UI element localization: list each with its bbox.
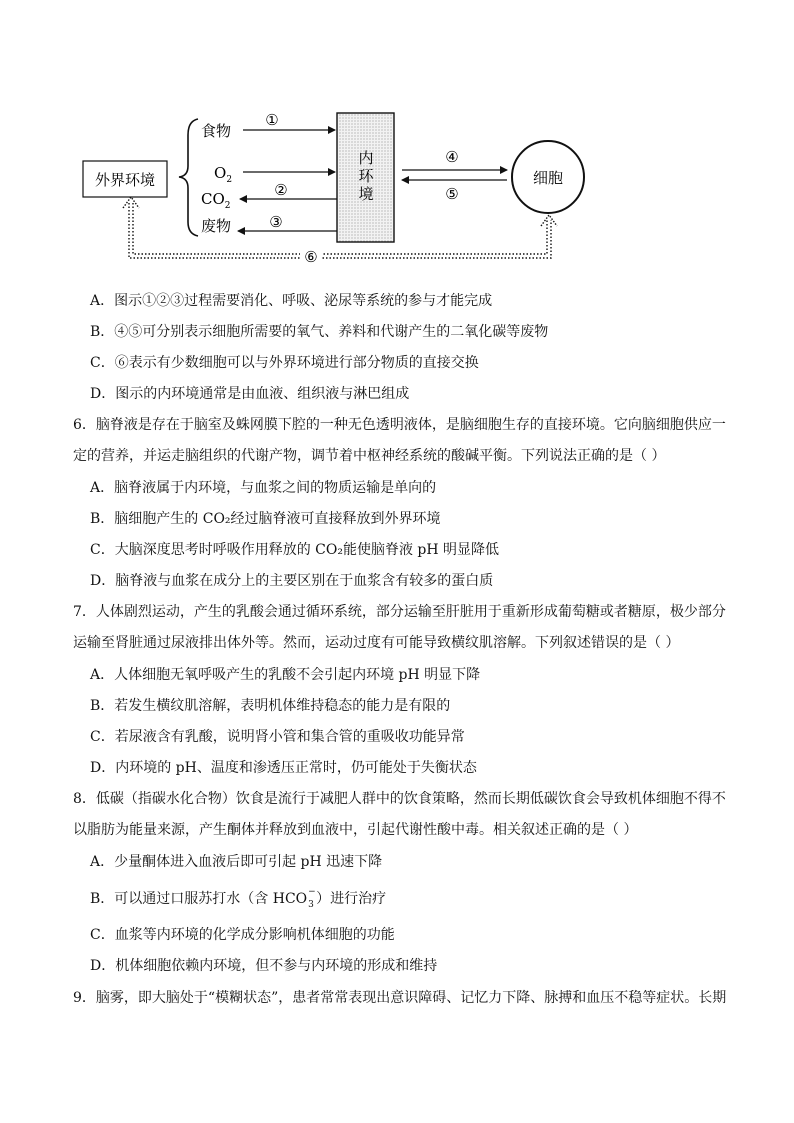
q6-option-a: A．脑脊液属于内环境，与血浆之间的物质运输是单向的 xyxy=(90,480,437,496)
q7-option-d: D．内环境的 pH、温度和渗透压正常时，仍可能处于失衡状态 xyxy=(90,760,477,776)
dotted-arrowhead-right xyxy=(541,215,557,226)
marker-6: ⑥ xyxy=(304,248,318,266)
q5-option-c: C．⑥表示有少数细胞可以与外界环境进行部分物质的直接交换 xyxy=(90,355,479,371)
cell-label: 细胞 xyxy=(532,169,564,187)
co2-label: $CO_2$ xyxy=(201,190,231,211)
q8-option-d: D．机体细胞依赖内环境，但不参与内环境的形成和维持 xyxy=(90,958,438,974)
q7-option-c: C．若尿液含有乳酸，说明肾小管和集合管的重吸收功能异常 xyxy=(90,729,465,745)
outer-environment-label: 外界环境 xyxy=(94,171,156,189)
q7-option-b: B．若发生横纹肌溶解，表明机体维持稳态的能力是有限的 xyxy=(90,698,451,714)
q6-stem-line2: 定的营养，并运走脑组织的代谢产物，调节着中枢神经系统的酸碱平衡。下列说法正确的是（ ） xyxy=(73,448,666,464)
dotted-arrowhead-left xyxy=(123,197,139,208)
inner-environment-label-2: 环 xyxy=(358,167,374,185)
o2-label: $O_2$ xyxy=(214,164,233,185)
q8-stem-line1: 8．低碳（指碳水化合物）饮食是流行于减肥人群中的饮食策略，然而长期低碳饮食会导致机体细胞不得不 xyxy=(73,791,726,807)
inner-environment-label-1: 内 xyxy=(358,149,374,167)
q8-option-a: A．少量酮体进入血液后即可引起 pH 迅速下降 xyxy=(90,854,383,870)
internal-environment-diagram xyxy=(0,0,794,270)
marker-1: ① xyxy=(265,111,279,129)
q5-option-d: D．图示的内环境通常是由血液、组织液与淋巴组成 xyxy=(90,386,410,402)
q6-option-b: B．脑细胞产生的 CO₂经过脑脊液可直接释放到外界环境 xyxy=(90,511,441,527)
q5-option-a: A．图示①②③过程需要消化、呼吸、泌尿等系统的参与才能完成 xyxy=(90,293,493,309)
q5-option-b: B．④⑤可分别表示细胞所需要的氧气、养料和代谢产生的二氧化碳等废物 xyxy=(90,324,549,340)
food-label: 食物 xyxy=(201,122,232,140)
q8-stem-line2: 以脂肪为能量来源，产生酮体并释放到血液中，引起代谢性酸中毒。相关叙述正确的是（ ） xyxy=(73,822,638,838)
brace xyxy=(179,119,198,236)
q8-option-c: C．血浆等内环境的化学成分影响机体细胞的功能 xyxy=(90,927,395,943)
q8-option-b: B．可以通过口服苏打水（含 HCO − 3 ）进行治疗 xyxy=(90,887,387,910)
waste-label: 废物 xyxy=(201,217,232,235)
q7-stem-line2: 运输至肾脏通过尿液排出体外等。然而，运动过度有可能导致横纹肌溶解。下列叙述错误的是（ ） xyxy=(73,635,680,651)
marker-2: ② xyxy=(274,181,288,199)
q6-option-d: D．脑脊液与血浆在成分上的主要区别在于血浆含有较多的蛋白质 xyxy=(90,573,494,589)
q6-stem-line1: 6．脑脊液是存在于脑室及蛛网膜下腔的一种无色透明液体，是脑细胞生存的直接环境。它向脑细胞供应一 xyxy=(73,417,726,433)
marker-5: ⑤ xyxy=(445,185,459,203)
q7-option-a: A．人体细胞无氧呼吸产生的乳酸不会引起内环境 pH 明显下降 xyxy=(90,667,481,683)
q9-stem-line1: 9．脑雾，即大脑处于“模糊状态”，患者常常表现出意识障碍、记忆力下降、脉搏和血压不稳等症状。长期 xyxy=(73,990,727,1006)
marker-4: ④ xyxy=(445,148,459,166)
marker-3: ③ xyxy=(269,213,283,231)
inner-environment-label-3: 境 xyxy=(358,185,374,203)
q6-option-c: C．大脑深度思考时呼吸作用释放的 CO₂能使脑脊液 pH 明显降低 xyxy=(90,542,500,558)
q7-stem-line1: 7．人体剧烈运动，产生的乳酸会通过循环系统，部分运输至肝脏用于重新形成葡萄糖或者糖原，极少部分 xyxy=(73,604,726,620)
